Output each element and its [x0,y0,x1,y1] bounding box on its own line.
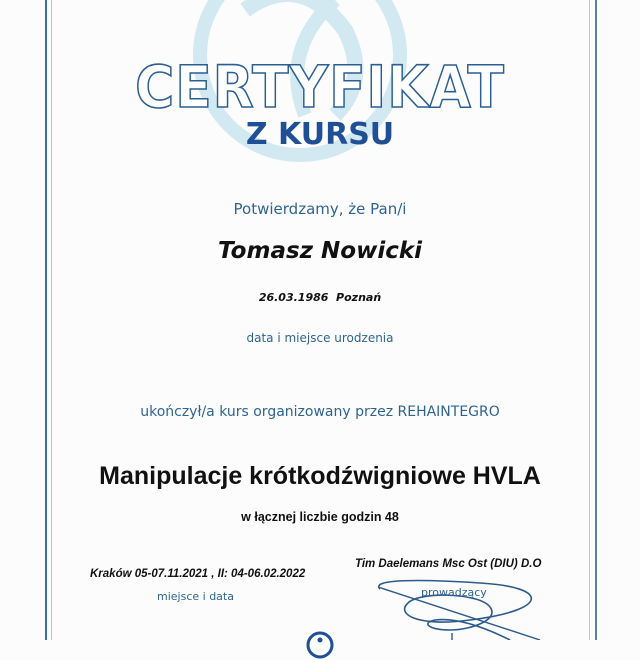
completion-text: ukończył/a kurs organizowany przez REHAINTEGRO [140,404,500,420]
certificate-title: CERTYFIKAT [135,53,505,121]
birth-label: data i miejsce urodzenia [246,331,394,345]
signature-icon [360,575,600,640]
recipient-name: Tomasz Nowicki [217,238,423,264]
organization-logo-icon [305,630,335,660]
birth-date-place: 26.03.1986 Poznań [258,291,382,304]
instructor-name: Tim Daelemans Msc Ost (DIU) D.O [355,558,542,570]
confirmation-text: Potwierdzamy, że Pan/i [233,200,407,218]
instructor-label: prowadzący [421,586,487,599]
course-name: Manipulacje krótkodźwigniowe HVLA [99,462,541,490]
course-hours: w łącznej liczbie godzin 48 [241,510,399,524]
place-date-label: miejsce i data [157,590,234,603]
certificate-subtitle: Z KURSU [245,117,395,152]
course-place-date: Kraków 05-07.11.2021 , II: 04-06.02.2022 [90,568,306,580]
